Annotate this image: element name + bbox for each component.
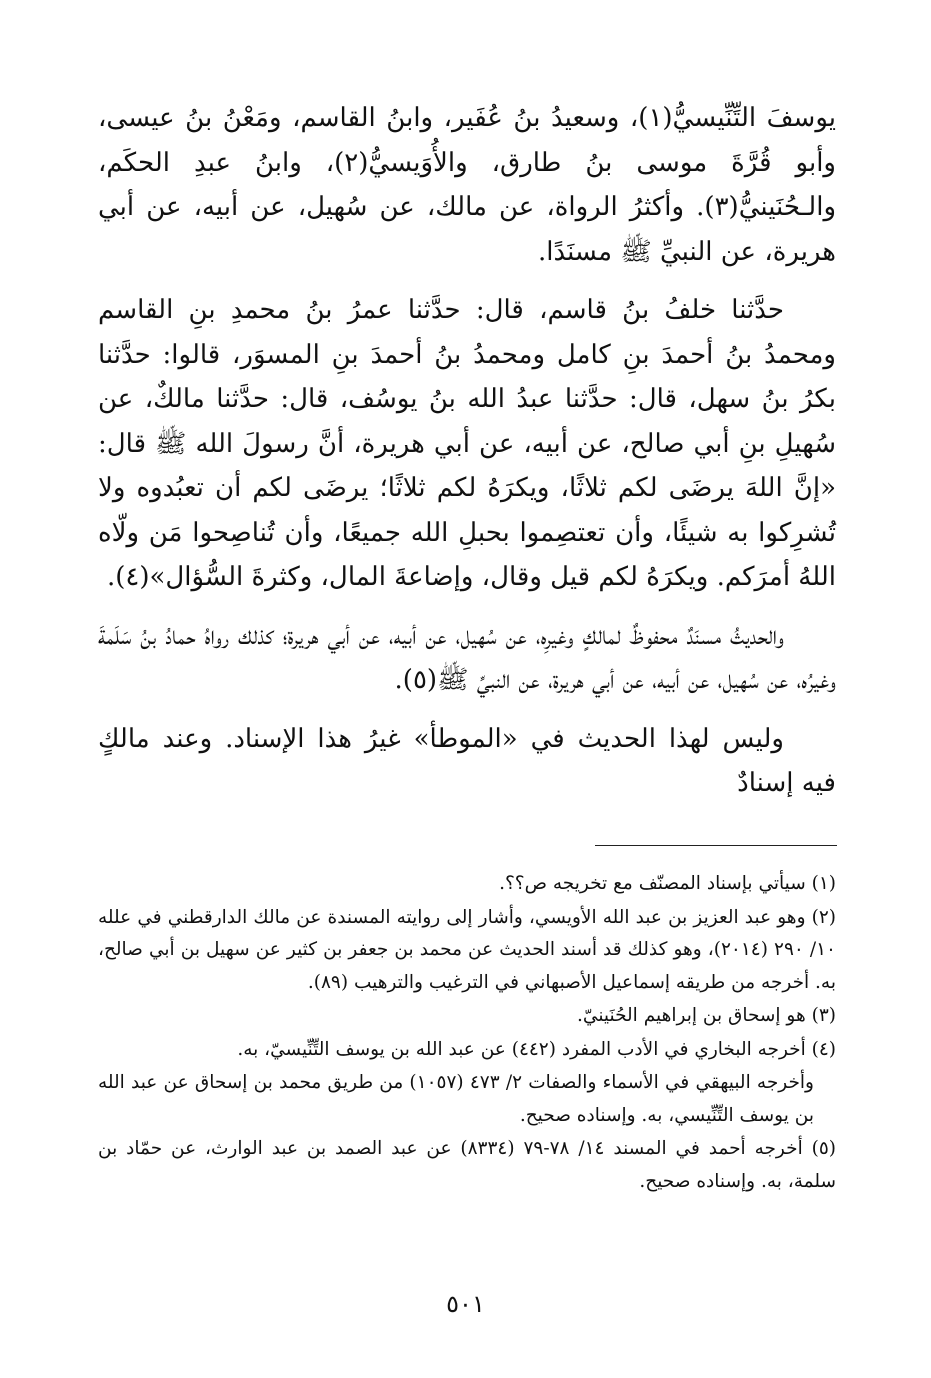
footnote-4: (٤) أخرجه البخاري في الأدب المفرد (٤٤٢) عن عبد الله بن يوسف التِّنِّيسيّ، به. bbox=[237, 1038, 836, 1060]
footnote-5: (٥) أخرجه أحمد في المسند ١٤/ ٧٨-٧٩ (٨٣٣٤) عن عبد الصمد بن عبد الوارث، عن حمّاد بن سلمة، به. وإسناده صحيح. bbox=[98, 1138, 836, 1192]
footnote-2: (٢) وهو عبد العزيز بن عبد الله الأويسي، وأشار إلى روايته المسندة عن مالك الدارقطني في علله ١٠/ ٢٩٠ (٢٠١٤)، وهو كذلك قد أسند الحديث عن محمد بن جعفر بن كثير عن سهيل بن أبي صالح، به. أخرجه من طريقه إسماعيل الأصبهاني في الترغيب والترهيب (٨٩). bbox=[98, 906, 836, 993]
paragraph-2: حدَّثنا خلفُ بنُ قاسم، قال: حدَّثنا عمرُ بنُ محمدِ بنِ القاسم ومحمدُ بنُ أحمدَ بنِ كامل ومحمدُ بنُ أحمدَ بنِ المسوَر، قالوا: حدَّثنا بكرُ بنُ سهل، قال: حدَّثنا عبدُ الله بنُ يوسُف، قال: حدَّثنا مالكٌ، عن سُهيلِ بنِ أبي صالح، عن أبيه، عن أبي هريرة، أنَّ رسولَ الله ﷺ قال: «إنَّ اللهَ يرضَى لكم ثلاثًا، ويكرَهُ لكم ثلاثًا؛ يرضَى لكم أن تعبُدوه ولا تُشرِكوا به شيئًا، وأن تعتصِموا بحبلِ الله جميعًا، وأن تُناصِحوا مَن ولّاه اللهُ أمرَكم. ويكرَهُ لكم قيل وقال، وإضاعةَ المال، وكثرةَ السُّؤال»(٤). bbox=[98, 295, 836, 592]
paragraph-1: يوسفَ التِّنِّيسيُّ(١)، وسعيدُ بنُ عُفَير، وابنُ القاسم، ومَعْنُ بنُ عيسى، وأبو قُرَّةَ موسى بنُ طارق، والأُوَيسيُّ(٢)، وابنُ عبدِ الحكَم، والـحُنَينيُّ(٣). وأكثرُ الرواة، عن مالك، عن سُهيل، عن أبيه، عن أبي هريرة، عن النبيِّ ﷺ مسنَدًا. bbox=[98, 103, 836, 267]
footnotes bbox=[98, 868, 836, 1199]
main-text bbox=[98, 96, 836, 820]
footnote-3: (٣) هو إسحاق بن إبراهيم الحُنَينيّ. bbox=[577, 1005, 836, 1026]
footnote-4-continued: وأخرجه البيهقي في الأسماء والصفات ٢/ ٤٧٣ (١٠٥٧) من طريق محمد بن إسحاق عن عبد الله بن يوسف التِّنِّيسي، به. وإسناده صحيح. bbox=[98, 1072, 814, 1126]
footnote-divider bbox=[595, 845, 837, 846]
page-number: ٥٠١ bbox=[446, 1290, 485, 1318]
footnote-1: (١) سيأتي بإسناد المصنّف مع تخريجه ص؟؟. bbox=[499, 873, 836, 894]
paragraph-3: والحديثُ مسنَدٌ محفوظٌ لمالكٍ وغيرِه، عن سُهيل، عن أبيه، عن أبي هريرة؛ كذلك رواهُ حمادُ بنُ سَلَمةَ وغيرُه، عن سُهيل، عن أبيه، عن أبي هريرة، عن النبيِّ ﷺ(٥). bbox=[98, 620, 836, 695]
paragraph-4: وليس لهذا الحديث في «الموطأ» غيرُ هذا الإسناد. وعند مالكٍ فيه إسنادٌ bbox=[98, 723, 836, 798]
